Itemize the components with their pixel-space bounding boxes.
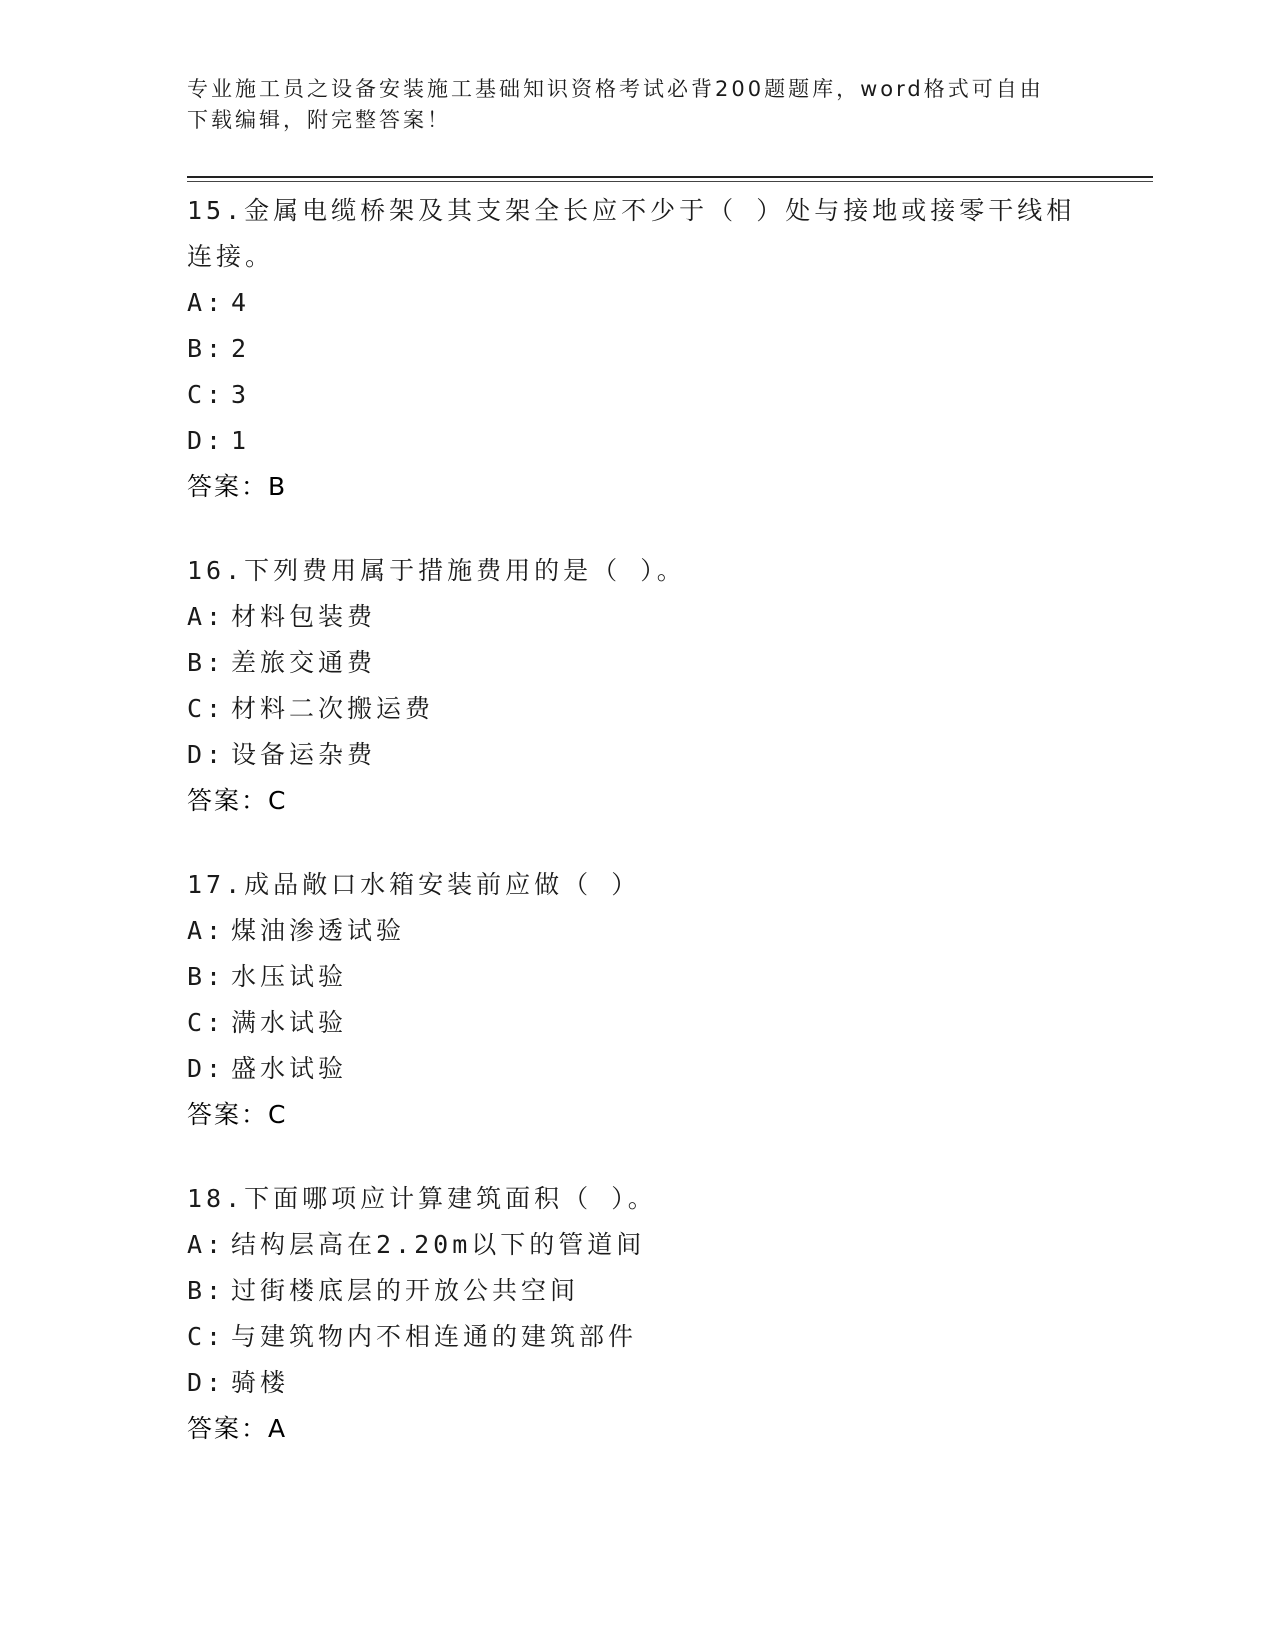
option-key: C:: [187, 694, 226, 723]
question-stem: [187, 188, 1087, 280]
option-b: [187, 326, 1087, 372]
option-text: 材料包装费: [231, 602, 377, 631]
option-key: C:: [187, 1322, 226, 1351]
question-stem: [187, 862, 1087, 908]
option-c: [187, 686, 1087, 732]
option-a: [187, 280, 1087, 326]
option-key: D:: [187, 426, 226, 455]
option-key: A:: [187, 288, 226, 317]
document-header: [187, 74, 1087, 136]
question-15: [187, 188, 1087, 510]
option-d: [187, 418, 1087, 464]
option-d: [187, 1046, 1087, 1092]
answer-line: 答案：C: [187, 1100, 288, 1129]
option-key: B:: [187, 1276, 226, 1305]
option-text: 材料二次搬运费: [231, 694, 435, 723]
answer-line: 答案：B: [187, 472, 288, 501]
option-text: 过街楼底层的开放公共空间: [231, 1276, 580, 1305]
option-b: [187, 640, 1087, 686]
option-b: [187, 1268, 1087, 1314]
option-a: [187, 594, 1087, 640]
option-text: 结构层高在2.20m以下的管道间: [231, 1230, 646, 1259]
option-text: 2: [231, 334, 251, 363]
option-key: C:: [187, 380, 226, 409]
answer-line: 答案：C: [187, 786, 288, 815]
option-b: [187, 954, 1087, 1000]
option-key: A:: [187, 602, 226, 631]
option-text: 差旅交通费: [231, 648, 377, 677]
option-text: 煤油渗透试验: [231, 916, 406, 945]
option-text: 盛水试验: [231, 1054, 348, 1083]
option-text: 设备运杂费: [231, 740, 377, 769]
option-text: 满水试验: [231, 1008, 348, 1037]
option-c: [187, 372, 1087, 418]
question-stem-line: 17.成品敞口水箱安装前应做（ ）: [187, 870, 641, 899]
option-key: B:: [187, 648, 226, 677]
question-stem: [187, 548, 1087, 594]
question-stem: [187, 1176, 1087, 1222]
option-key: D:: [187, 1368, 226, 1397]
option-a: [187, 908, 1087, 954]
option-key: B:: [187, 962, 226, 991]
option-text: 与建筑物内不相连通的建筑部件: [231, 1322, 638, 1351]
question-list: [187, 188, 1087, 1490]
header-divider-thick: [187, 176, 1153, 178]
option-text: 水压试验: [231, 962, 348, 991]
option-key: D:: [187, 740, 226, 769]
option-a: [187, 1222, 1087, 1268]
question-stem-line: 15.金属电缆桥架及其支架全长应不少于（ ）处与接地或接零干线相: [187, 196, 1076, 225]
option-key: A:: [187, 916, 226, 945]
question-stem-line: 18.下面哪项应计算建筑面积（ ）。: [187, 1184, 657, 1213]
question-stem-line: 连接。: [187, 242, 275, 271]
option-text: 1: [231, 426, 251, 455]
option-c: [187, 1000, 1087, 1046]
option-key: C:: [187, 1008, 226, 1037]
option-text: 4: [231, 288, 251, 317]
header-line-1: 专业施工员之设备安装施工基础知识资格考试必背200题题库，word格式可自由: [187, 77, 1044, 101]
option-d: [187, 1360, 1087, 1406]
question-16: [187, 548, 1087, 824]
answer-line: 答案：A: [187, 1414, 288, 1443]
option-text: 骑楼: [231, 1368, 290, 1397]
option-key: A:: [187, 1230, 226, 1259]
question-stem-line: 16.下列费用属于措施费用的是（ ）。: [187, 556, 686, 585]
question-18: [187, 1176, 1087, 1452]
option-text: 3: [231, 380, 251, 409]
question-17: [187, 862, 1087, 1138]
option-d: [187, 732, 1087, 778]
option-key: D:: [187, 1054, 226, 1083]
option-key: B:: [187, 334, 226, 363]
option-c: [187, 1314, 1087, 1360]
header-line-2: 下载编辑，附完整答案！: [187, 108, 451, 132]
header-divider-thin: [187, 181, 1153, 182]
